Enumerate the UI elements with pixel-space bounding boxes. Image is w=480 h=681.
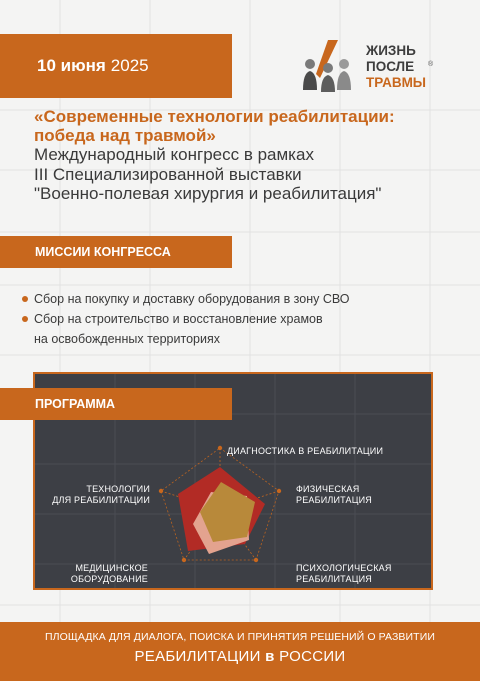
logo-people-icon xyxy=(298,38,356,94)
footer-text-c: РОССИИ xyxy=(274,648,346,665)
headline xyxy=(34,107,454,204)
registered-mark: ® xyxy=(428,61,434,68)
program-radar-graphic xyxy=(33,372,433,590)
date-banner xyxy=(0,34,232,98)
mission-text: Сбор на строительство и восстановление храмов xyxy=(34,312,323,326)
mission-item xyxy=(22,309,442,329)
footer-text-b: в xyxy=(265,648,275,665)
subtitle-line-2: III Специализированной выставки xyxy=(34,164,302,184)
footer-text-a: РЕАБИЛИТАЦИИ xyxy=(134,648,266,665)
title-line-2: победа над травмой» xyxy=(34,126,216,145)
logo-line-1: ЖИЗНЬ xyxy=(366,43,416,58)
axis-label-text: ФИЗИЧЕСКАЯ xyxy=(296,484,360,494)
logo xyxy=(298,38,448,94)
axis-label-text: РЕАБИЛИТАЦИЯ xyxy=(296,574,372,584)
axis-label-text: ДЛЯ РЕАБИЛИТАЦИИ xyxy=(52,495,150,505)
logo-line-3: ТРАВМЫ xyxy=(366,75,427,90)
subtitle-line-1: Международный конгресс в рамках xyxy=(34,145,314,164)
bullet-icon xyxy=(22,316,28,322)
footer-banner xyxy=(0,622,480,681)
footer-line-2 xyxy=(0,648,480,665)
axis-label-text: ОБОРУДОВАНИЕ xyxy=(70,574,148,584)
axis-label-medical-equipment xyxy=(40,563,148,585)
logo-line-2: ПОСЛЕ xyxy=(366,59,415,74)
event-date: 10 июня xyxy=(37,56,106,75)
mission-text: Сбор на покупку и доставку оборудования в зону СВО xyxy=(34,292,350,306)
program-heading: ПРОГРАММА xyxy=(0,388,232,420)
footer-line-1: ПЛОЩАДКА ДЛЯ ДИАЛОГА, ПОИСКА И ПРИНЯТИЯ РЕШЕНИЙ О РАЗВИТИИ xyxy=(45,631,435,643)
missions-list xyxy=(22,289,442,349)
mission-item-continuation xyxy=(22,329,442,349)
mission-item xyxy=(22,289,442,309)
mission-text-continued: на освобожденных территориях xyxy=(34,332,220,346)
axis-label-text: РЕАБИЛИТАЦИЯ xyxy=(296,495,372,505)
axis-label-physical xyxy=(296,484,372,506)
axis-label-technologies xyxy=(40,484,150,506)
bullet-icon xyxy=(22,296,28,302)
axis-label-diagnostics xyxy=(227,446,383,457)
missions-heading: МИССИИ КОНГРЕССА xyxy=(0,236,232,268)
subtitle-line-3: "Военно-полевая хирургия и реабилитация" xyxy=(34,184,382,203)
title-line-1: «Современные технологии реабилитации: xyxy=(34,107,395,126)
logo-wordmark xyxy=(366,43,426,91)
axis-label-text: ТЕХНОЛОГИИ xyxy=(86,484,150,494)
axis-label-text: ПСИХОЛОГИЧЕСКАЯ xyxy=(296,563,392,573)
axis-label-text: ДИАГНОСТИКА В РЕАБИЛИТАЦИИ xyxy=(227,446,384,456)
axis-label-psychological xyxy=(296,563,392,585)
axis-label-text: МЕДИЦИНСКОЕ xyxy=(75,563,148,573)
event-year: 2025 xyxy=(110,56,149,75)
